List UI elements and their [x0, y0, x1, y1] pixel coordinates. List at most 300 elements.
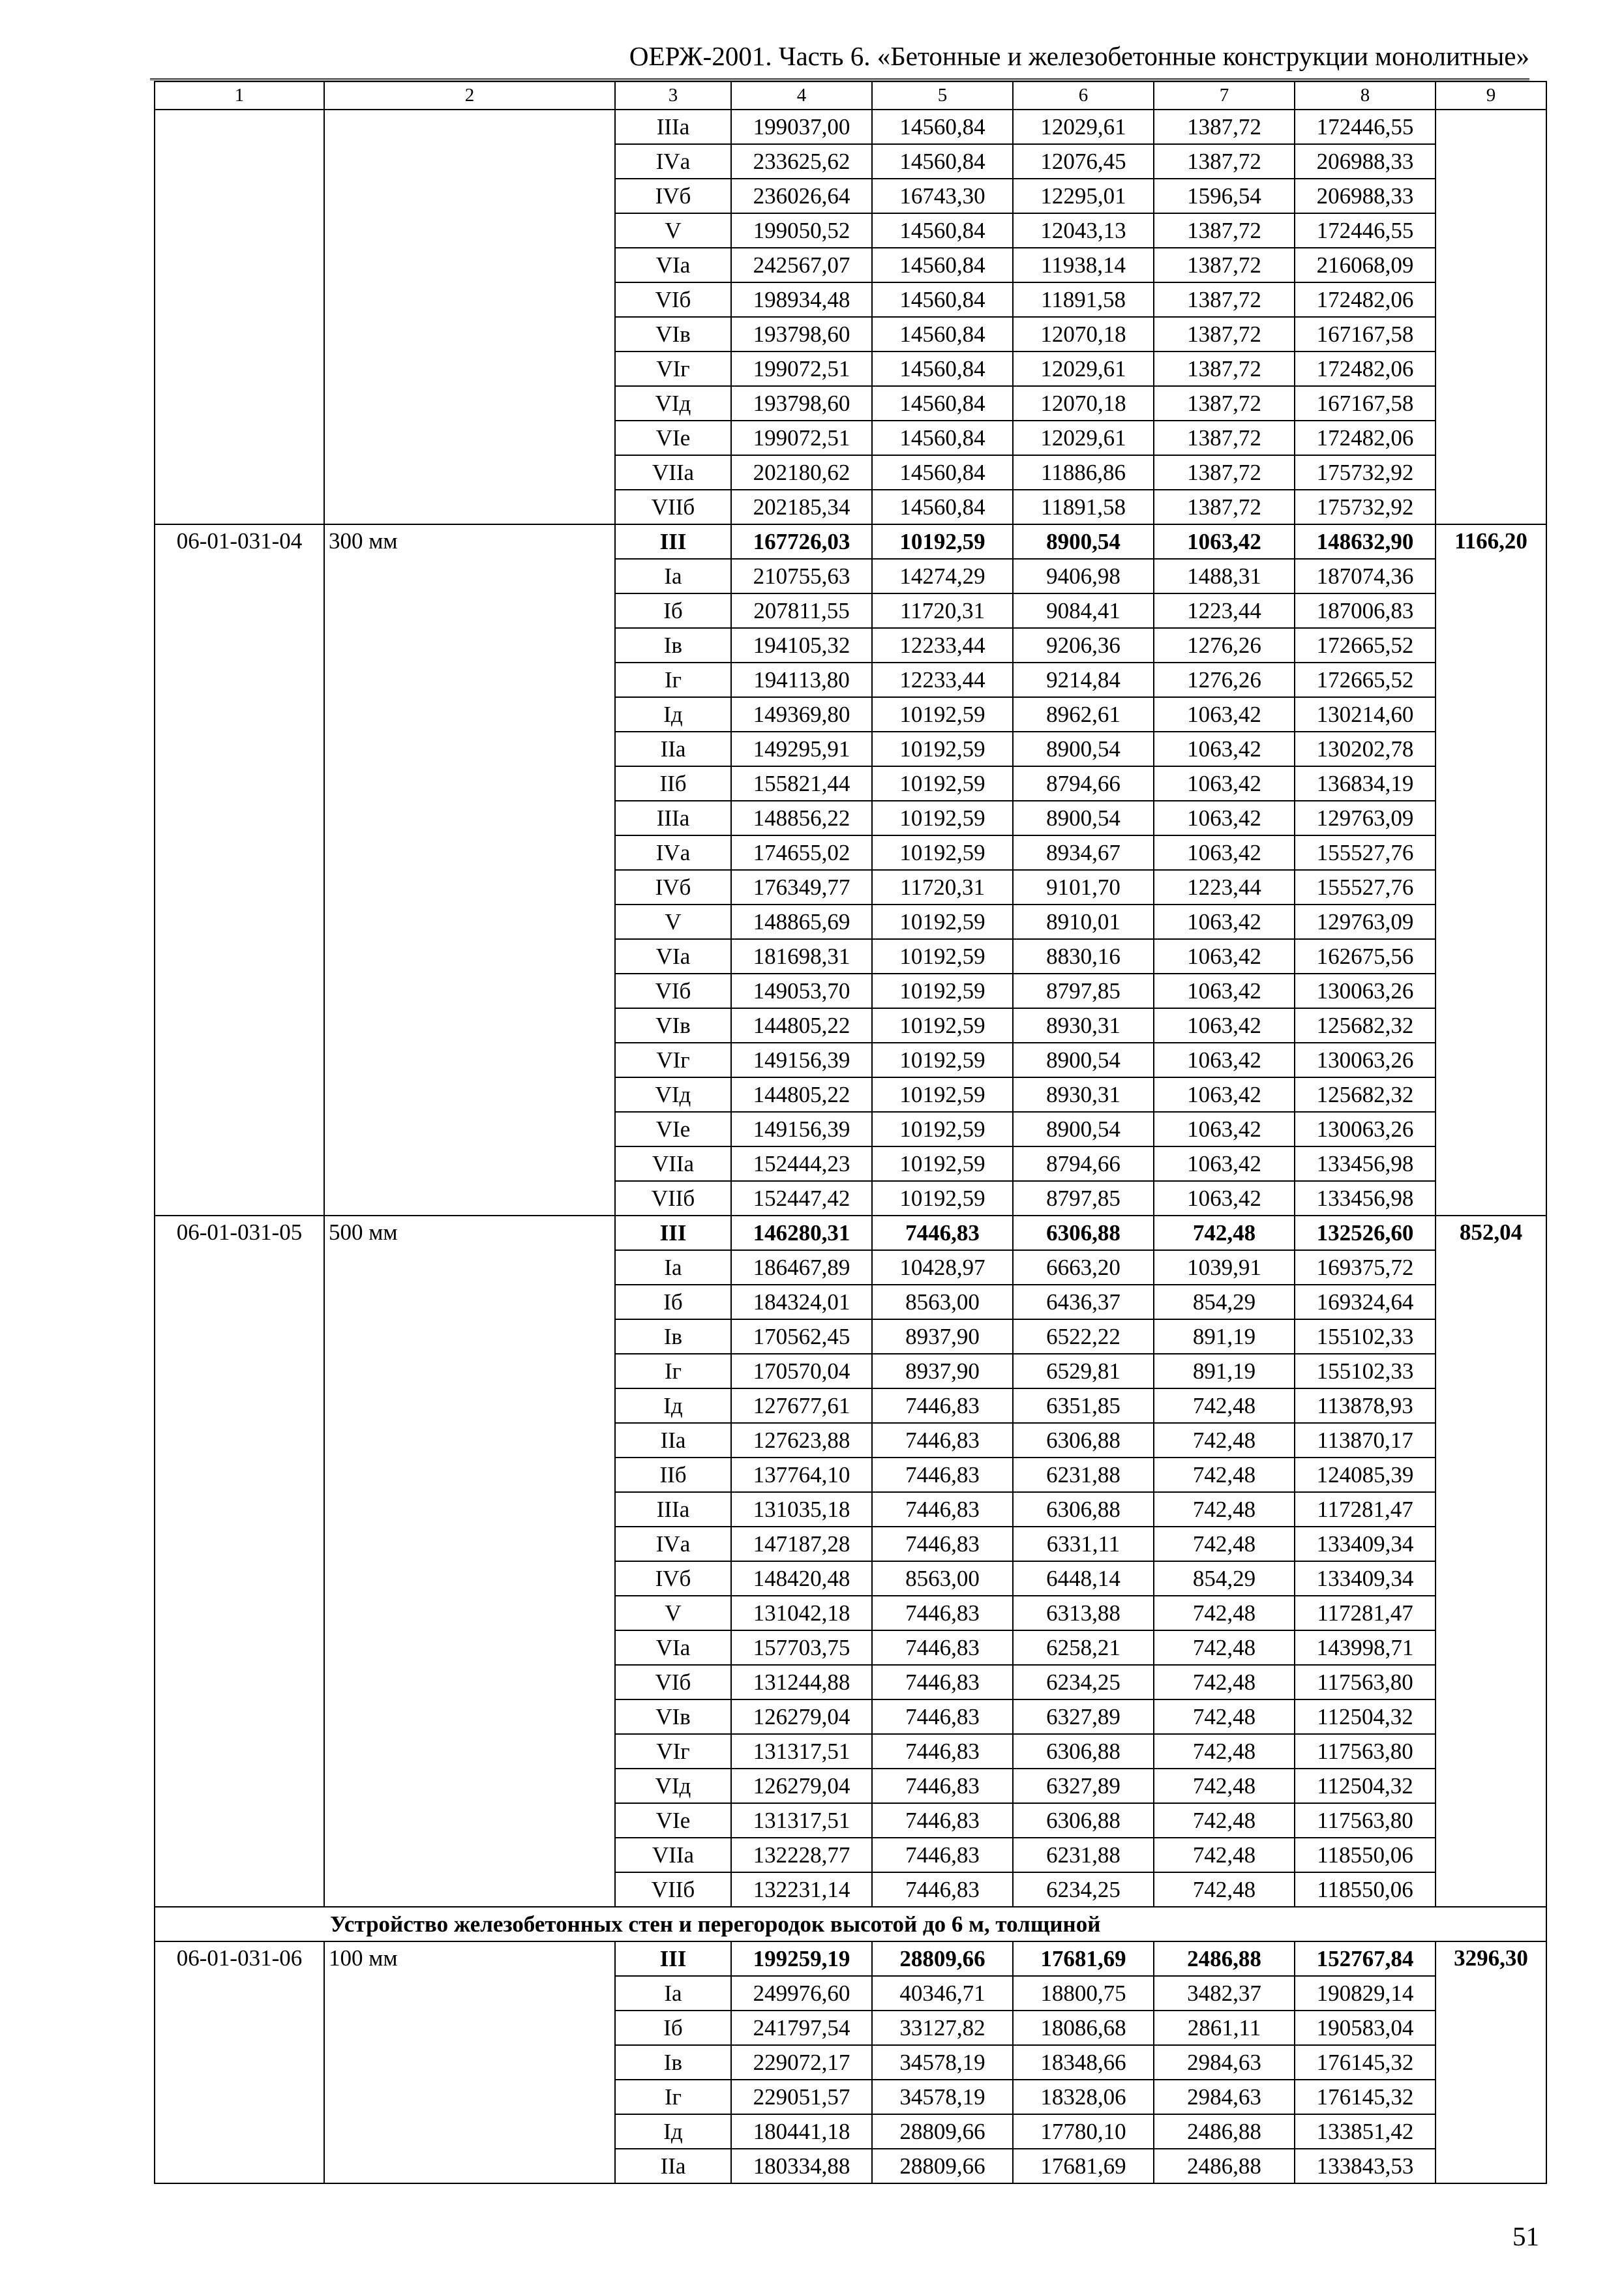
value-cell: 12029,61 — [1013, 110, 1154, 144]
value-cell: 147187,28 — [731, 1527, 872, 1561]
value-cell: 1063,42 — [1154, 835, 1295, 870]
value-cell: 1387,72 — [1154, 352, 1295, 386]
value-cell: 1387,72 — [1154, 248, 1295, 282]
value-cell: 7446,83 — [872, 1665, 1013, 1699]
zone-cell: VIб — [615, 1665, 731, 1699]
value-cell: 10428,97 — [872, 1250, 1013, 1285]
column-number-row — [155, 82, 1546, 110]
zone-cell: VIе — [615, 1112, 731, 1146]
value-cell: 1223,44 — [1154, 593, 1295, 628]
value-cell: 180334,88 — [731, 2149, 872, 2183]
value-cell: 169375,72 — [1295, 1250, 1436, 1285]
value-cell: 155102,33 — [1295, 1319, 1436, 1354]
value-cell: 17681,69 — [1013, 1941, 1154, 1976]
zone-cell: Iв — [615, 628, 731, 663]
value-cell: 216068,09 — [1295, 248, 1436, 282]
value-cell: 229051,57 — [731, 2080, 872, 2114]
item-total: 3296,30 — [1436, 1941, 1546, 2183]
value-cell: 12233,44 — [872, 663, 1013, 697]
zone-cell: Iг — [615, 1354, 731, 1388]
value-cell: 6331,11 — [1013, 1527, 1154, 1561]
value-cell: 199050,52 — [731, 213, 872, 248]
value-cell: 3482,37 — [1154, 1976, 1295, 2011]
value-cell: 6529,81 — [1013, 1354, 1154, 1388]
zone-cell: VIIа — [615, 455, 731, 490]
value-cell: 14560,84 — [872, 282, 1013, 317]
zone-cell: IIб — [615, 766, 731, 801]
zone-cell: Iб — [615, 593, 731, 628]
value-cell: 1387,72 — [1154, 144, 1295, 179]
zone-cell: IIIа — [615, 1492, 731, 1527]
value-cell: 118550,06 — [1295, 1838, 1436, 1872]
value-cell: 155527,76 — [1295, 835, 1436, 870]
value-cell: 7446,83 — [872, 1699, 1013, 1734]
value-cell: 7446,83 — [872, 1630, 1013, 1665]
value-cell: 133456,98 — [1295, 1181, 1436, 1216]
item-code: 06-01-031-05 — [155, 1216, 324, 1907]
value-cell: 194105,32 — [731, 628, 872, 663]
zone-cell: Iд — [615, 697, 731, 732]
value-cell: 7446,83 — [872, 1596, 1013, 1630]
value-cell: 18328,06 — [1013, 2080, 1154, 2114]
zone-cell: Iв — [615, 1319, 731, 1354]
value-cell: 149156,39 — [731, 1043, 872, 1077]
zone-cell: Iв — [615, 2045, 731, 2080]
value-cell: 891,19 — [1154, 1319, 1295, 1354]
value-cell: 1387,72 — [1154, 455, 1295, 490]
column-number-cell: 8 — [1295, 82, 1436, 110]
value-cell: 157703,75 — [731, 1630, 872, 1665]
value-cell: 148856,22 — [731, 801, 872, 835]
value-cell: 6663,20 — [1013, 1250, 1154, 1285]
value-cell: 742,48 — [1154, 1838, 1295, 1872]
value-cell: 14560,84 — [872, 248, 1013, 282]
section-row — [155, 1907, 1546, 1941]
column-number-cell: 5 — [872, 82, 1013, 110]
zone-cell: VIв — [615, 1008, 731, 1043]
column-number-cell: 3 — [615, 82, 731, 110]
zone-cell: VIIб — [615, 490, 731, 524]
value-cell: 1387,72 — [1154, 213, 1295, 248]
zone-cell: Iг — [615, 2080, 731, 2114]
value-cell: 236026,64 — [731, 179, 872, 213]
value-cell: 28809,66 — [872, 2114, 1013, 2149]
value-cell: 125682,32 — [1295, 1008, 1436, 1043]
column-number-cell: 2 — [324, 82, 615, 110]
value-cell: 187074,36 — [1295, 559, 1436, 593]
zone-cell: Iб — [615, 2011, 731, 2045]
zone-cell: VIг — [615, 1043, 731, 1077]
value-cell: 1276,26 — [1154, 628, 1295, 663]
value-cell: 207811,55 — [731, 593, 872, 628]
value-cell: 172665,52 — [1295, 628, 1436, 663]
value-cell: 186467,89 — [731, 1250, 872, 1285]
value-cell: 14560,84 — [872, 144, 1013, 179]
zone-cell: IIа — [615, 732, 731, 766]
value-cell: 118550,06 — [1295, 1872, 1436, 1907]
value-cell: 2486,88 — [1154, 2149, 1295, 2183]
value-cell: 11886,86 — [1013, 455, 1154, 490]
price-table — [154, 81, 1547, 2184]
value-cell: 199037,00 — [731, 110, 872, 144]
value-cell: 132228,77 — [731, 1838, 872, 1872]
value-cell: 180441,18 — [731, 2114, 872, 2149]
value-cell: 18086,68 — [1013, 2011, 1154, 2045]
value-cell: 8910,01 — [1013, 905, 1154, 939]
value-cell: 172482,06 — [1295, 352, 1436, 386]
value-cell: 129763,09 — [1295, 905, 1436, 939]
zone-cell: IIIа — [615, 801, 731, 835]
value-cell: 6234,25 — [1013, 1665, 1154, 1699]
value-cell: 149295,91 — [731, 732, 872, 766]
value-cell: 8930,31 — [1013, 1077, 1154, 1112]
value-cell: 12043,13 — [1013, 213, 1154, 248]
value-cell: 229072,17 — [731, 2045, 872, 2080]
value-cell: 8937,90 — [872, 1319, 1013, 1354]
value-cell: 132526,60 — [1295, 1216, 1436, 1250]
zone-cell: VIв — [615, 1699, 731, 1734]
value-cell: 133851,42 — [1295, 2114, 1436, 2149]
zone-cell: VIа — [615, 248, 731, 282]
zone-cell: VIIа — [615, 1146, 731, 1181]
value-cell: 1039,91 — [1154, 1250, 1295, 1285]
zone-cell: VIа — [615, 939, 731, 974]
value-cell: 172446,55 — [1295, 110, 1436, 144]
value-cell: 10192,59 — [872, 524, 1013, 559]
value-cell: 742,48 — [1154, 1803, 1295, 1838]
value-cell: 193798,60 — [731, 317, 872, 352]
value-cell: 6306,88 — [1013, 1423, 1154, 1458]
zone-cell: VIд — [615, 1077, 731, 1112]
value-cell: 1063,42 — [1154, 697, 1295, 732]
value-cell: 8937,90 — [872, 1354, 1013, 1388]
zone-cell: VIIа — [615, 1838, 731, 1872]
table-row — [155, 1941, 1546, 1976]
value-cell: 167167,58 — [1295, 317, 1436, 352]
value-cell: 1387,72 — [1154, 386, 1295, 421]
column-number-cell: 6 — [1013, 82, 1154, 110]
zone-cell: VIе — [615, 1803, 731, 1838]
zone-cell: IIб — [615, 1458, 731, 1492]
value-cell: 190829,14 — [1295, 1976, 1436, 2011]
value-cell: 8797,85 — [1013, 974, 1154, 1008]
value-cell: 1276,26 — [1154, 663, 1295, 697]
value-cell: 854,29 — [1154, 1561, 1295, 1596]
value-cell: 1387,72 — [1154, 110, 1295, 144]
value-cell: 742,48 — [1154, 1388, 1295, 1423]
value-cell: 1063,42 — [1154, 1077, 1295, 1112]
value-cell: 172665,52 — [1295, 663, 1436, 697]
value-cell: 9214,84 — [1013, 663, 1154, 697]
value-cell: 1063,42 — [1154, 1043, 1295, 1077]
value-cell: 112504,32 — [1295, 1699, 1436, 1734]
value-cell: 742,48 — [1154, 1458, 1295, 1492]
value-cell: 130063,26 — [1295, 1043, 1436, 1077]
value-cell: 1063,42 — [1154, 1146, 1295, 1181]
value-cell: 206988,33 — [1295, 179, 1436, 213]
value-cell: 149369,80 — [731, 697, 872, 732]
zone-cell: IIа — [615, 2149, 731, 2183]
value-cell: 10192,59 — [872, 974, 1013, 1008]
zone-cell: III — [615, 524, 731, 559]
value-cell: 7446,83 — [872, 1838, 1013, 1872]
value-cell: 12076,45 — [1013, 144, 1154, 179]
value-cell: 742,48 — [1154, 1423, 1295, 1458]
value-cell: 10192,59 — [872, 766, 1013, 801]
item-code: 06-01-031-06 — [155, 1941, 324, 2183]
value-cell: 7446,83 — [872, 1527, 1013, 1561]
item-total — [1436, 110, 1546, 524]
item-code — [155, 110, 324, 524]
value-cell: 8900,54 — [1013, 1043, 1154, 1077]
value-cell: 742,48 — [1154, 1596, 1295, 1630]
page-number: 51 — [1512, 2221, 1539, 2251]
value-cell: 144805,22 — [731, 1077, 872, 1112]
value-cell: 241797,54 — [731, 2011, 872, 2045]
value-cell: 7446,83 — [872, 1492, 1013, 1527]
value-cell: 6313,88 — [1013, 1596, 1154, 1630]
table-row — [155, 110, 1546, 144]
zone-cell: IVб — [615, 870, 731, 905]
value-cell: 34578,19 — [872, 2080, 1013, 2114]
value-cell: 10192,59 — [872, 1008, 1013, 1043]
zone-cell: VIг — [615, 1734, 731, 1769]
value-cell: 117563,80 — [1295, 1665, 1436, 1699]
value-cell: 131042,18 — [731, 1596, 872, 1630]
value-cell: 12070,18 — [1013, 386, 1154, 421]
column-number-cell: 7 — [1154, 82, 1295, 110]
zone-cell: Iг — [615, 663, 731, 697]
value-cell: 10192,59 — [872, 1043, 1013, 1077]
value-cell: 10192,59 — [872, 697, 1013, 732]
column-number-cell: 4 — [731, 82, 872, 110]
value-cell: 148420,48 — [731, 1561, 872, 1596]
value-cell: 176145,32 — [1295, 2045, 1436, 2080]
value-cell: 742,48 — [1154, 1630, 1295, 1665]
zone-cell: Iд — [615, 1388, 731, 1423]
value-cell: 34578,19 — [872, 2045, 1013, 2080]
value-cell: 155527,76 — [1295, 870, 1436, 905]
zone-cell: VIе — [615, 421, 731, 455]
value-cell: 193798,60 — [731, 386, 872, 421]
table-row — [155, 524, 1546, 559]
zone-cell: VIб — [615, 974, 731, 1008]
value-cell: 210755,63 — [731, 559, 872, 593]
value-cell: 148632,90 — [1295, 524, 1436, 559]
value-cell: 187006,83 — [1295, 593, 1436, 628]
value-cell: 28809,66 — [872, 2149, 1013, 2183]
value-cell: 175732,92 — [1295, 490, 1436, 524]
value-cell: 6351,85 — [1013, 1388, 1154, 1423]
value-cell: 1488,31 — [1154, 559, 1295, 593]
value-cell: 10192,59 — [872, 1077, 1013, 1112]
zone-cell: IIа — [615, 1423, 731, 1458]
zone-cell: IVб — [615, 179, 731, 213]
value-cell: 1223,44 — [1154, 870, 1295, 905]
zone-cell: VIд — [615, 386, 731, 421]
value-cell: 6234,25 — [1013, 1872, 1154, 1907]
value-cell: 167726,03 — [731, 524, 872, 559]
value-cell: 132231,14 — [731, 1872, 872, 1907]
value-cell: 17780,10 — [1013, 2114, 1154, 2149]
value-cell: 6436,37 — [1013, 1285, 1154, 1319]
value-cell: 6231,88 — [1013, 1838, 1154, 1872]
item-name: 500 мм — [324, 1216, 615, 1907]
zone-cell: Iд — [615, 2114, 731, 2149]
value-cell: 190583,04 — [1295, 2011, 1436, 2045]
value-cell: 129763,09 — [1295, 801, 1436, 835]
value-cell: 143998,71 — [1295, 1630, 1436, 1665]
value-cell: 127677,61 — [731, 1388, 872, 1423]
value-cell: 172446,55 — [1295, 213, 1436, 248]
zone-cell: V — [615, 213, 731, 248]
item-total: 1166,20 — [1436, 524, 1546, 1216]
zone-cell: VIIб — [615, 1872, 731, 1907]
value-cell: 12029,61 — [1013, 352, 1154, 386]
value-cell: 199259,19 — [731, 1941, 872, 1976]
value-cell: 12233,44 — [872, 628, 1013, 663]
value-cell: 117563,80 — [1295, 1803, 1436, 1838]
value-cell: 2984,63 — [1154, 2045, 1295, 2080]
value-cell: 7446,83 — [872, 1872, 1013, 1907]
value-cell: 198934,48 — [731, 282, 872, 317]
value-cell: 742,48 — [1154, 1699, 1295, 1734]
item-total: 852,04 — [1436, 1216, 1546, 1907]
value-cell: 152767,84 — [1295, 1941, 1436, 1976]
value-cell: 7446,83 — [872, 1388, 1013, 1423]
value-cell: 8563,00 — [872, 1561, 1013, 1596]
value-cell: 1387,72 — [1154, 490, 1295, 524]
value-cell: 8797,85 — [1013, 1181, 1154, 1216]
value-cell: 9101,70 — [1013, 870, 1154, 905]
zone-cell: V — [615, 905, 731, 939]
value-cell: 2486,88 — [1154, 2114, 1295, 2149]
value-cell: 742,48 — [1154, 1216, 1295, 1250]
zone-cell: III — [615, 1941, 731, 1976]
value-cell: 6327,89 — [1013, 1699, 1154, 1734]
value-cell: 2984,63 — [1154, 2080, 1295, 2114]
value-cell: 6258,21 — [1013, 1630, 1154, 1665]
value-cell: 10192,59 — [872, 939, 1013, 974]
value-cell: 1063,42 — [1154, 905, 1295, 939]
value-cell: 199072,51 — [731, 421, 872, 455]
value-cell: 10192,59 — [872, 835, 1013, 870]
value-cell: 8900,54 — [1013, 524, 1154, 559]
value-cell: 194113,80 — [731, 663, 872, 697]
value-cell: 144805,22 — [731, 1008, 872, 1043]
value-cell: 176349,77 — [731, 870, 872, 905]
value-cell: 1387,72 — [1154, 317, 1295, 352]
value-cell: 14274,29 — [872, 559, 1013, 593]
zone-cell: IIIа — [615, 110, 731, 144]
value-cell: 14560,84 — [872, 110, 1013, 144]
value-cell: 10192,59 — [872, 1112, 1013, 1146]
value-cell: 1063,42 — [1154, 766, 1295, 801]
value-cell: 169324,64 — [1295, 1285, 1436, 1319]
value-cell: 7446,83 — [872, 1216, 1013, 1250]
value-cell: 152447,42 — [731, 1181, 872, 1216]
value-cell: 9206,36 — [1013, 628, 1154, 663]
value-cell: 14560,84 — [872, 421, 1013, 455]
value-cell: 1063,42 — [1154, 1181, 1295, 1216]
value-cell: 8962,61 — [1013, 697, 1154, 732]
value-cell: 130202,78 — [1295, 732, 1436, 766]
value-cell: 112504,32 — [1295, 1769, 1436, 1803]
value-cell: 124085,39 — [1295, 1458, 1436, 1492]
zone-cell: Iа — [615, 559, 731, 593]
value-cell: 242567,07 — [731, 248, 872, 282]
value-cell: 1387,72 — [1154, 282, 1295, 317]
value-cell: 127623,88 — [731, 1423, 872, 1458]
value-cell: 149156,39 — [731, 1112, 872, 1146]
value-cell: 131317,51 — [731, 1803, 872, 1838]
zone-cell: Iа — [615, 1250, 731, 1285]
value-cell: 12070,18 — [1013, 317, 1154, 352]
value-cell: 14560,84 — [872, 317, 1013, 352]
value-cell: 7446,83 — [872, 1423, 1013, 1458]
value-cell: 155102,33 — [1295, 1354, 1436, 1388]
value-cell: 1063,42 — [1154, 524, 1295, 559]
value-cell: 2486,88 — [1154, 1941, 1295, 1976]
value-cell: 206988,33 — [1295, 144, 1436, 179]
value-cell: 7446,83 — [872, 1458, 1013, 1492]
value-cell: 117281,47 — [1295, 1596, 1436, 1630]
value-cell: 8794,66 — [1013, 1146, 1154, 1181]
value-cell: 9084,41 — [1013, 593, 1154, 628]
value-cell: 742,48 — [1154, 1527, 1295, 1561]
value-cell: 126279,04 — [731, 1769, 872, 1803]
value-cell: 9406,98 — [1013, 559, 1154, 593]
value-cell: 33127,82 — [872, 2011, 1013, 2045]
value-cell: 8794,66 — [1013, 766, 1154, 801]
value-cell: 8563,00 — [872, 1285, 1013, 1319]
value-cell: 891,19 — [1154, 1354, 1295, 1388]
value-cell: 170570,04 — [731, 1354, 872, 1388]
value-cell: 155821,44 — [731, 766, 872, 801]
value-cell: 7446,83 — [872, 1769, 1013, 1803]
value-cell: 172482,06 — [1295, 421, 1436, 455]
value-cell: 148865,69 — [731, 905, 872, 939]
zone-cell: V — [615, 1596, 731, 1630]
zone-cell: III — [615, 1216, 731, 1250]
value-cell: 130063,26 — [1295, 974, 1436, 1008]
value-cell: 6306,88 — [1013, 1803, 1154, 1838]
value-cell: 117563,80 — [1295, 1734, 1436, 1769]
zone-cell: IVб — [615, 1561, 731, 1596]
value-cell: 8830,16 — [1013, 939, 1154, 974]
section-title: Устройство железобетонных стен и перегородок высотой до 6 м, толщиной — [155, 1907, 1546, 1941]
value-cell: 8900,54 — [1013, 1112, 1154, 1146]
value-cell: 133843,53 — [1295, 2149, 1436, 2183]
value-cell: 10192,59 — [872, 732, 1013, 766]
value-cell: 1063,42 — [1154, 1008, 1295, 1043]
value-cell: 1063,42 — [1154, 974, 1295, 1008]
value-cell: 181698,31 — [731, 939, 872, 974]
value-cell: 14560,84 — [872, 455, 1013, 490]
value-cell: 131244,88 — [731, 1665, 872, 1699]
value-cell: 202185,34 — [731, 490, 872, 524]
value-cell: 11891,58 — [1013, 282, 1154, 317]
value-cell: 6448,14 — [1013, 1561, 1154, 1596]
value-cell: 6522,22 — [1013, 1319, 1154, 1354]
value-cell: 12295,01 — [1013, 179, 1154, 213]
column-number-cell: 1 — [155, 82, 324, 110]
value-cell: 10192,59 — [872, 801, 1013, 835]
zone-cell: IVа — [615, 144, 731, 179]
value-cell: 14560,84 — [872, 213, 1013, 248]
value-cell: 7446,83 — [872, 1803, 1013, 1838]
zone-cell: IVа — [615, 1527, 731, 1561]
